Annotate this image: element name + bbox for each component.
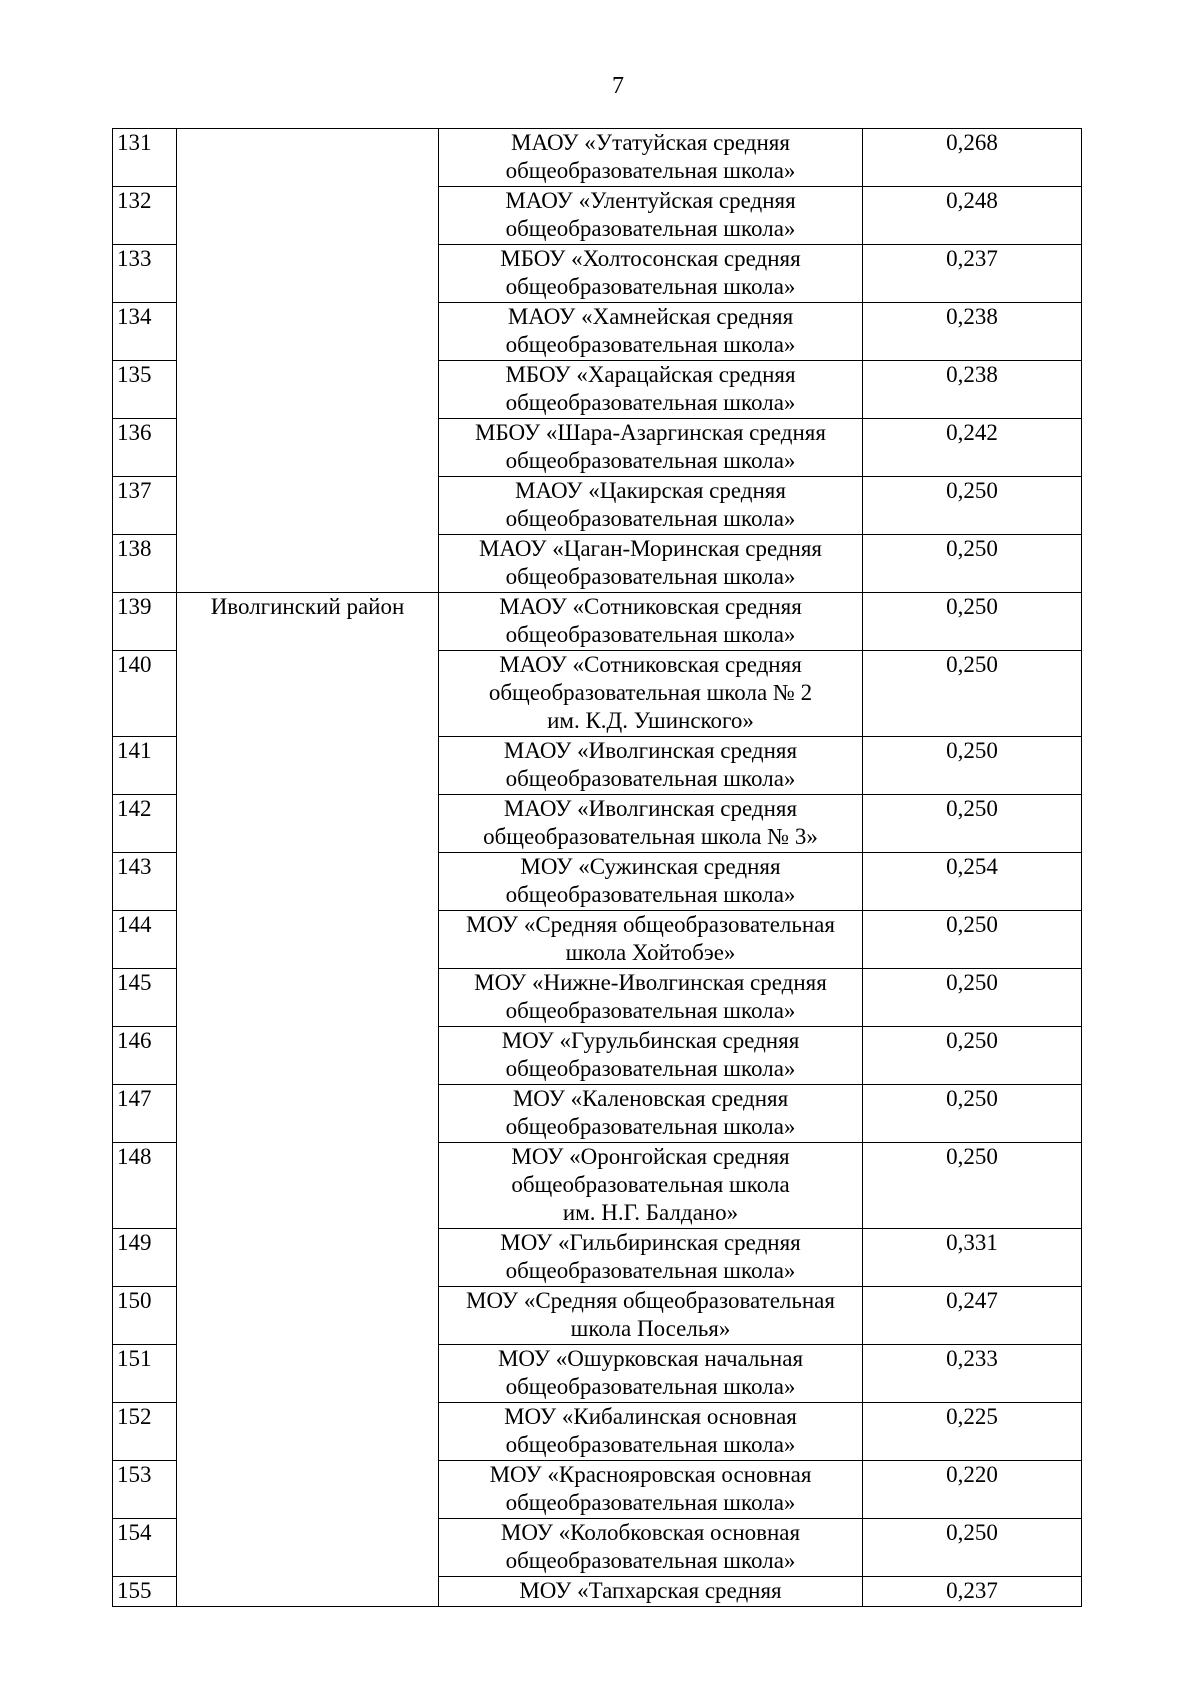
school-name: [439, 1519, 863, 1577]
row-number: 141: [113, 737, 177, 795]
school-name-line: школа Хойтобэе»: [565, 940, 736, 965]
school-name-line: общеобразовательная школа»: [505, 622, 796, 647]
school-name-line: МБОУ «Харацайская средняя: [505, 362, 796, 387]
coefficient-value: 0,237: [863, 245, 1082, 303]
school-name-line: МОУ «Гильбиринская средняя: [500, 1230, 801, 1255]
coefficient-value: 0,254: [863, 853, 1082, 911]
school-name-line: МАОУ «Цаган-Моринская средняя: [478, 536, 823, 561]
coefficient-value: 0,238: [863, 361, 1082, 419]
row-number: 150: [113, 1287, 177, 1345]
school-name-line: МБОУ «Шара-Азаргинская средняя: [475, 420, 826, 445]
row-number: 136: [113, 419, 177, 477]
school-name-line: общеобразовательная школа»: [505, 390, 796, 415]
school-name-line: МАОУ «Иволгинская средняя: [503, 796, 798, 821]
school-name: [439, 361, 863, 419]
school-name-line: МОУ «Средняя общеобразовательная: [466, 912, 835, 937]
school-name-line: МАОУ «Сотниковская средняя: [499, 594, 802, 619]
school-name-line: общеобразовательная школа»: [505, 882, 796, 907]
school-name: [439, 1143, 863, 1229]
school-name-line: общеобразовательная школа»: [505, 1114, 796, 1139]
school-name-line: МОУ «Кибалинская основная: [504, 1404, 797, 1429]
coefficient-value: 0,242: [863, 419, 1082, 477]
coefficient-value: 0,250: [863, 651, 1082, 737]
schools-table: [112, 128, 1082, 1607]
row-number: 155: [113, 1577, 177, 1607]
page-number: 7: [612, 73, 624, 99]
coefficient-value: 0,250: [863, 795, 1082, 853]
school-name-line: МОУ «Гурульбинская средняя: [501, 1028, 800, 1053]
coefficient-value: 0,250: [863, 1143, 1082, 1229]
row-number: 132: [113, 187, 177, 245]
school-name-line: МОУ «Сужинская средняя: [520, 854, 781, 879]
row-number: 147: [113, 1085, 177, 1143]
school-name: [439, 1085, 863, 1143]
coefficient-value: 0,250: [863, 1027, 1082, 1085]
coefficient-value: 0,225: [863, 1403, 1082, 1461]
row-number: 154: [113, 1519, 177, 1577]
school-name-line: МАОУ «Цакирская средняя: [515, 478, 786, 503]
school-name-line: общеобразовательная школа»: [505, 448, 796, 473]
row-number: 131: [113, 129, 177, 187]
coefficient-value: 0,247: [863, 1287, 1082, 1345]
school-name: [439, 795, 863, 853]
school-name-line: общеобразовательная школа»: [505, 506, 796, 531]
school-name: [439, 1287, 863, 1345]
school-name: [439, 245, 863, 303]
school-name-line: МАОУ «Сотниковская средняя: [499, 652, 802, 677]
table-row: [113, 593, 1082, 651]
school-name-line: общеобразовательная школа»: [505, 998, 796, 1023]
row-number: 135: [113, 361, 177, 419]
coefficient-value: 0,238: [863, 303, 1082, 361]
school-name-line: общеобразовательная школа»: [505, 564, 796, 589]
school-name-line: МАОУ «Улентуйская средняя: [505, 188, 796, 213]
school-name: [439, 187, 863, 245]
school-name-line: общеобразовательная школа»: [505, 1490, 796, 1515]
school-name-line: общеобразовательная школа»: [505, 1374, 796, 1399]
school-name: [439, 1577, 863, 1607]
school-name: [439, 1461, 863, 1519]
row-number: 142: [113, 795, 177, 853]
row-number: 138: [113, 535, 177, 593]
coefficient-value: 0,220: [863, 1461, 1082, 1519]
coefficient-value: 0,250: [863, 911, 1082, 969]
coefficient-value: 0,250: [863, 593, 1082, 651]
school-name-line: МАОУ «Утатуйская средняя: [511, 130, 790, 155]
school-name-line: МБОУ «Холтосонская средняя: [500, 246, 801, 271]
school-name-line: МОУ «Тапхарская средняя: [519, 1578, 782, 1603]
school-name: [439, 1027, 863, 1085]
coefficient-value: 0,233: [863, 1345, 1082, 1403]
school-name-line: общеобразовательная школа»: [505, 1056, 796, 1081]
table-body: [113, 129, 1082, 1607]
school-name: [439, 593, 863, 651]
coefficient-value: 0,250: [863, 969, 1082, 1027]
school-name-line: МОУ «Ошурковская начальная: [497, 1346, 804, 1371]
school-name: [439, 535, 863, 593]
row-number: 134: [113, 303, 177, 361]
school-name: [439, 911, 863, 969]
row-number: 152: [113, 1403, 177, 1461]
school-name-line: общеобразовательная школа № 2: [488, 680, 813, 705]
school-name-line: общеобразовательная школа»: [505, 158, 796, 183]
coefficient-value: 0,248: [863, 187, 1082, 245]
district-cell-empty: [177, 129, 439, 593]
school-name-line: МОУ «Краснояровская основная: [489, 1462, 812, 1487]
school-name-line: МОУ «Оронгойская средняя: [511, 1144, 790, 1169]
school-name-line: школа Поселья»: [570, 1316, 731, 1341]
row-number: 153: [113, 1461, 177, 1519]
school-name-line: МОУ «Средняя общеобразовательная: [466, 1288, 835, 1313]
school-name-line: МАОУ «Хамнейская средняя: [507, 304, 794, 329]
row-number: 146: [113, 1027, 177, 1085]
school-name-line: МАОУ «Иволгинская средняя: [503, 738, 798, 763]
school-name-line: общеобразовательная школа: [511, 1172, 790, 1197]
school-name-line: МОУ «Колобковская основная: [500, 1520, 801, 1545]
school-name-line: общеобразовательная школа»: [505, 1548, 796, 1573]
school-name: [439, 1229, 863, 1287]
row-number: 143: [113, 853, 177, 911]
school-name: [439, 1403, 863, 1461]
coefficient-value: 0,250: [863, 737, 1082, 795]
row-number: 137: [113, 477, 177, 535]
school-name-line: МОУ «Каленовская средняя: [512, 1086, 789, 1111]
coefficient-value: 0,250: [863, 477, 1082, 535]
school-name: [439, 853, 863, 911]
school-name-line: общеобразовательная школа»: [505, 1432, 796, 1457]
table-row: [113, 129, 1082, 187]
coefficient-value: 0,237: [863, 1577, 1082, 1607]
school-name: [439, 477, 863, 535]
row-number: 133: [113, 245, 177, 303]
row-number: 139: [113, 593, 177, 651]
coefficient-value: 0,250: [863, 1519, 1082, 1577]
school-name: [439, 129, 863, 187]
school-name-line: МОУ «Нижне-Иволгинская средняя: [474, 970, 827, 995]
row-number: 148: [113, 1143, 177, 1229]
coefficient-value: 0,250: [863, 535, 1082, 593]
coefficient-value: 0,250: [863, 1085, 1082, 1143]
school-name-line: общеобразовательная школа»: [505, 216, 796, 241]
row-number: 144: [113, 911, 177, 969]
row-number: 145: [113, 969, 177, 1027]
row-number: 140: [113, 651, 177, 737]
school-name-line: общеобразовательная школа»: [505, 274, 796, 299]
school-name: [439, 1345, 863, 1403]
coefficient-value: 0,331: [863, 1229, 1082, 1287]
school-name-line: общеобразовательная школа»: [505, 1258, 796, 1283]
coefficient-value: 0,268: [863, 129, 1082, 187]
school-name-line: им. Н.Г. Балдано»: [562, 1200, 739, 1225]
school-name-line: общеобразовательная школа № 3»: [483, 824, 818, 849]
school-name-line: общеобразовательная школа»: [505, 766, 796, 791]
school-name-line: им. К.Д. Ушинского»: [547, 708, 754, 733]
district-cell: Иволгинский район: [177, 593, 439, 1607]
school-name: [439, 303, 863, 361]
school-name: [439, 969, 863, 1027]
school-name-line: общеобразовательная школа»: [505, 332, 796, 357]
school-name: [439, 737, 863, 795]
row-number: 149: [113, 1229, 177, 1287]
school-name: [439, 651, 863, 737]
school-name: [439, 419, 863, 477]
row-number: 151: [113, 1345, 177, 1403]
